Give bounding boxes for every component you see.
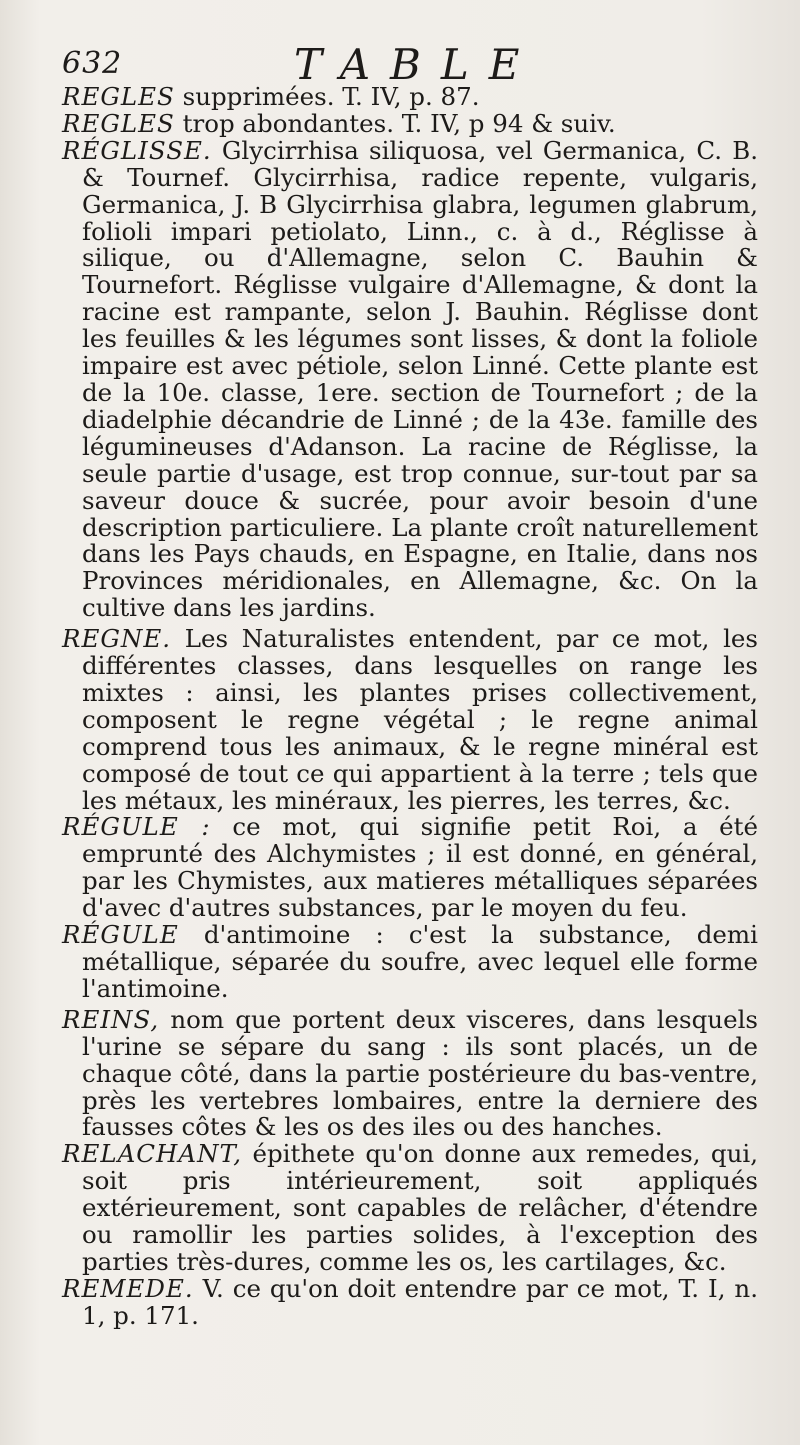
entry-headword: RÉGLISSE. [62, 135, 212, 165]
entry-headword: RÉGULE [62, 920, 179, 950]
entry-text: d'antimoine : c'est la substance, demi métallique, séparée du soufre, avec lequel elle forme l'antimoine. [82, 920, 758, 1003]
index-entry [62, 922, 758, 1003]
entry-headword: RELACHANT, [62, 1139, 243, 1169]
index-entry [62, 1004, 758, 1142]
entry-text: trop abondantes. T. IV, p 94 & suiv. [182, 108, 616, 138]
index-entry [62, 135, 759, 623]
entry-text: Glycirrhisa siliquosa, vel Germanica, C. B. & Tournef. Glycirrhisa, radice repente, vulgaris, Germanica, J. B Glycirrhisa glabra, legumen glabrum, folioli impari petiolato, Linn., c. à d., Réglisse à silique, ou d'Allemagne, selon C. Bauhin & Tournefort. Réglisse vulgaire d'Allemagne, & dont la racine est rampante, selon J. Bauhin. Réglisse dont les feuilles & les légumes sont lisses, & dont la foliole impaire est avec pétiole, selon Linné. Cette plante est de la 10e. classe, 1ere. section de Tournefort ; de la diadelphie décandrie de Linné ; de la 43e. famille des légumineuses d'Adanson. La racine de Réglisse, la seule partie d'usage, est trop connue, sur-tout par sa saveur douce & sucrée, pour avoir besoin d'une description particuliere. La plante croît naturellement dans les Pays chauds, en Espagne, en Italie, dans nos Provinces méridionales, en Allemagne, &c. On la cultive dans les jardins. [82, 135, 759, 623]
page-number: 632 [62, 46, 123, 81]
index-entries [62, 80, 758, 1330]
entry-headword: REGLES [62, 108, 175, 138]
entry-headword: REGNE. [62, 624, 172, 654]
entry-text: Les Naturalistes entendent, par ce mot, les différentes classes, dans lesquelles on range les mixtes : ainsi, les plantes prises collectivement, composent le regne végétal ; le regne animal comprend tous les animaux, & le regne minéral est composé de tout ce qui appartient à la terre ; tels que les métaux, les minéraux, les pierres, les terres, &c. [82, 624, 758, 815]
entry-headword: REMEDE. [62, 1273, 194, 1303]
entry-text: supprimées. T. IV, p. 87. [182, 82, 480, 111]
index-entry [62, 626, 758, 814]
entry-text: V. ce qu'on doit entendre par ce mot, T. I, n. 1, p. 171. [82, 1273, 758, 1330]
entry-text: nom que portent deux visceres, dans lesquels l'urine se sépare du sang : ils sont placés, un de chaque côté, dans la partie postérieure du bas-ventre, près les vertebres lombaires, entre la derniere des fausses côtes & les os des iles ou des hanches. [82, 1004, 758, 1142]
index-entry [62, 84, 758, 111]
entry-headword: REINS, [62, 1004, 160, 1034]
running-title: TABLE [294, 40, 540, 89]
index-entry [62, 1141, 758, 1276]
index-entry [62, 1273, 758, 1330]
entry-headword: REGLES [62, 82, 175, 111]
index-entry [62, 814, 758, 922]
index-entry [62, 108, 758, 138]
entry-headword: RÉGULE : [62, 812, 211, 842]
entry-text: épithete qu'on donne aux remedes, qui, soit pris intérieurement, soit appliqués extérieurement, sont capables de relâcher, d'étendre ou ramollir les parties solides, à l'exception des parties très-dures, comme les os, les cartilages, &c. [82, 1139, 758, 1276]
entry-text: ce mot, qui signifie petit Roi, a été emprunté des Alchymistes ; il est donné, en général, par les Chymistes, aux matieres métalliques séparées d'avec d'autres substances, par le moyen du feu. [82, 812, 758, 923]
